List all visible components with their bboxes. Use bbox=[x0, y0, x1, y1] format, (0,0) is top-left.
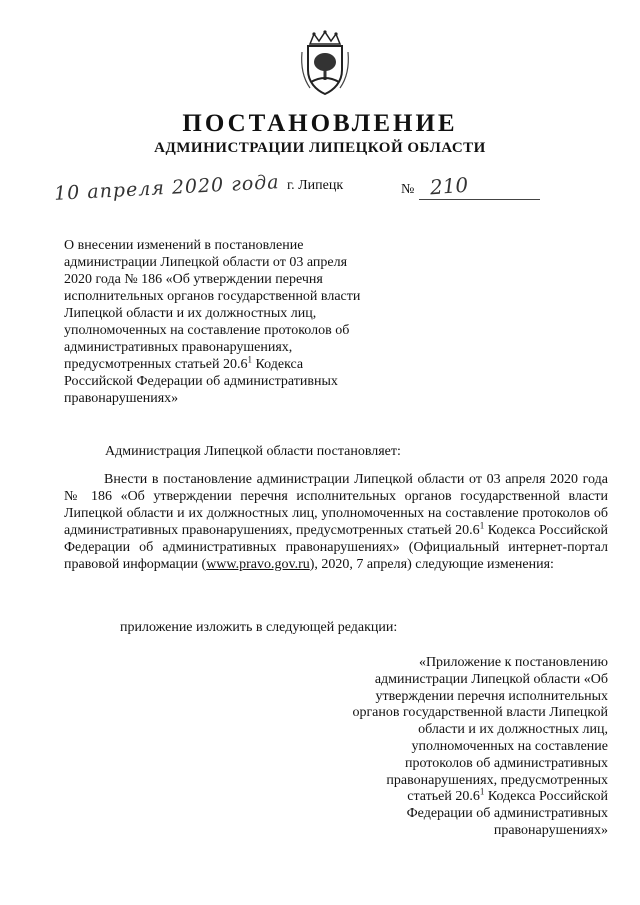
lipetsk-coat-of-arms-icon bbox=[298, 30, 352, 96]
document-subtitle: АДМИНИСТРАЦИИ ЛИПЕЦКОЙ ОБЛАСТИ bbox=[154, 140, 486, 156]
paragraph-part-2: Кодекса Российской Федерации об административных правонарушениях» (Официальный интернет-портал правовой информации ( bbox=[64, 523, 609, 572]
main-paragraph bbox=[64, 471, 608, 573]
subject-block bbox=[64, 237, 364, 407]
annex-heading bbox=[346, 655, 608, 840]
number-label: № bbox=[401, 182, 415, 197]
paragraph-part-3: ), 2020, 7 апреля) следующие изменения: bbox=[309, 557, 554, 572]
preamble-text: Администрация Липецкой области постановляет: bbox=[105, 444, 401, 459]
subject-text: О внесении изменений в постановление администрации Липецкой области от 03 апреля 2020 года № 186 «Об утверждении перечня исполнительных органов государственной власти Липецкой области и их должностных лиц, уполномоченных на составление протоколов об административных правонарушениях, предусмотренных статьей 20.6 bbox=[64, 238, 361, 372]
paragraph-superscript: 1 bbox=[479, 520, 485, 531]
handwritten-date: 10 апреля 2020 года bbox=[53, 171, 281, 205]
subject-superscript: 1 bbox=[247, 354, 252, 365]
annex-text-end: Кодекса Российской Федерации об административных правонарушениях» bbox=[406, 789, 608, 838]
subject-text-end: Кодекса Российской Федерации об административных правонарушениях» bbox=[64, 357, 338, 406]
pravo-link[interactable]: www.pravo.gov.ru bbox=[206, 557, 310, 572]
city-label: г. Липецк bbox=[287, 178, 344, 193]
document-title: ПОСТАНОВЛЕНИЕ bbox=[182, 110, 458, 137]
change-instruction: приложение изложить в следующей редакции: bbox=[120, 620, 398, 635]
annex-text: «Приложение к постановлению администрации Липецкой области «Об утверждении перечня исполнительных органов государственной власти Липецкой области и их должностных лиц, уполномоченных на составление протоколов об административных правонарушениях, предусмотренных статьей 20.6 bbox=[352, 655, 608, 805]
paragraph-part-1: Внести в постановление администрации Липецкой области от 03 апреля 2020 года № 186 «Об утверждении перечня исполнительных органов государственной власти Липецкой области и их должностных лиц, уполномоченных на составление протоколов об административных правонарушениях, предусмотренных статьей 20.6 bbox=[64, 472, 608, 538]
number-underline bbox=[419, 199, 540, 200]
handwritten-number: 210 bbox=[429, 172, 469, 200]
annex-superscript: 1 bbox=[479, 786, 485, 797]
